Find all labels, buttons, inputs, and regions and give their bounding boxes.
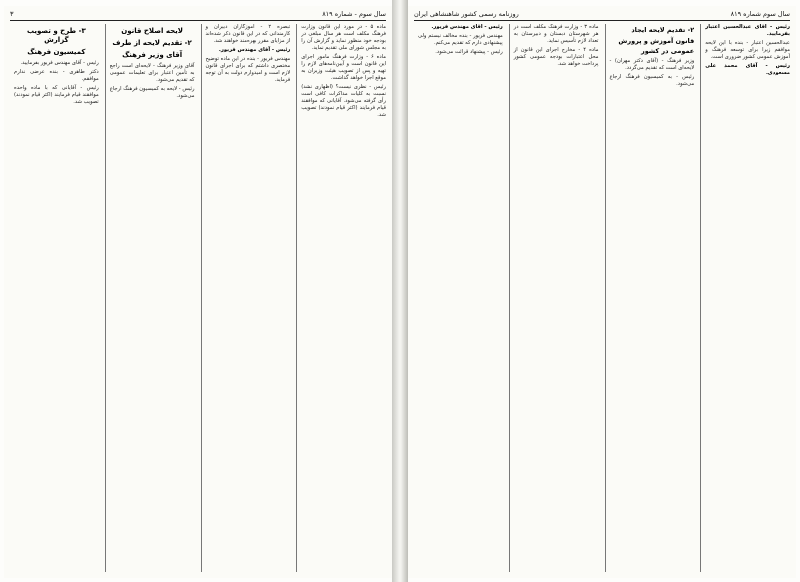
left-columns: [10, 24, 386, 572]
right-col3-para-2: ماده ۴ - مخارج اجرای این قانون از محل اعتبارات بودجه عمومی کشور پرداخت خواهد شد.: [513, 47, 599, 67]
left-col1-para-1: ماده ۵ - در مورد این قانون وزارت فرهنگ مکلف است هر سال مبلغی در بودجه خود منظور نماید و گزارش آن را به مجلس شورای ملی تقدیم نماید.: [301, 24, 386, 51]
right-col2-heading-3: عمومی در کشور: [640, 47, 695, 55]
right-col2-para-1: وزیر فرهنگ - (آقای دکتر مهران) - لایحه‌ای است که تقدیم می‌گردد.: [609, 57, 695, 71]
left-col2-para-1: تبصره ۲ - آموزگاران دبیران و کارمندانی که در این قانون ذکر شده‌اند از مزایای مقرر بهره‌مند خواهند شد.: [205, 24, 291, 44]
right-page-header: [414, 8, 790, 21]
book-gutter: [392, 0, 408, 582]
left-page: [4, 6, 392, 578]
left-col2-para-3: مهندس فریور - بنده در این ماده توضیح مختصری داشتم که برای اجرای قانون لازم است و امیدوارم دولت به آن توجه فرماید.: [205, 56, 291, 83]
left-col2-para-2: رئیس - آقای مهندس فریور.: [218, 47, 291, 53]
right-header-journal: روزنامه رسمی کشور شاهنشاهی ایران: [414, 10, 519, 18]
left-col4-para-1: رئیس - آقای مهندس فریور بفرمایید.: [20, 60, 99, 66]
left-col3-para-2: رئیس - لایحه به کمیسیون فرهنگ ارجاع می‌شود.: [109, 86, 195, 99]
left-col1-para-3: رئیس - نظری نیست؟ (اظهاری نشد) نسبت به کلیات مذاکرات کافی است رأی گرفته می‌شود. آقایانی که موافقند قیام فرمایند (اکثر قیام نمودند) تصویب شد.: [301, 84, 386, 118]
right-col1-para-3: رئیس - آقای محمد علی مسعودی.: [705, 63, 790, 76]
left-column-4: [10, 24, 99, 572]
right-columns: [414, 24, 790, 572]
left-col3-para-1: آقای وزیر فرهنگ - لایحه‌ای است راجع به تأمین اعتبار برای تعلیمات عمومی که تقدیم می‌شود.: [109, 63, 195, 83]
left-page-header: [10, 8, 386, 21]
left-header-page: ۳: [10, 10, 14, 18]
right-column-3: [509, 24, 599, 572]
left-col4-para-3: رئیس - آقایانی که با ماده واحده موافقند قیام فرمایند (اکثر قیام نمودند) تصویب شد.: [14, 85, 99, 105]
right-column-2: [605, 24, 695, 572]
right-page: [408, 6, 796, 578]
right-column-4: [414, 24, 503, 572]
left-col3-heading-3: آقای وزیر فرهنگ: [122, 51, 183, 59]
right-col1-para-2: عبدالحسین اعتبار - بنده با این لایحه موافقم زیرا برای توسعه فرهنگ و آموزش عمومی کشور ضروری است.: [705, 40, 790, 60]
left-column-2: [201, 24, 291, 572]
right-col3-para-1: ماده ۳ - وزارت فرهنگ مکلف است در هر شهرستان دبستان و دبیرستان به تعداد لازم تأسیس نماید.: [513, 24, 599, 44]
left-col3-heading-2: ۲- تقدیم لایحه از طرف: [112, 39, 192, 47]
left-col3-heading-1: لایحه اصلاح قانون: [121, 27, 183, 35]
left-col4-heading-1: ۳- طرح و تصویب گزارش: [26, 27, 86, 44]
right-col4-para-2: مهندس فریور - بنده مخالف نیستم ولی پیشنهادی دارم که تقدیم می‌کنم.: [418, 33, 503, 46]
right-col1-para-1: رئیس - آقای عبدالحسین اعتبار بفرمایید.: [705, 24, 790, 37]
right-col2-para-2: رئیس - به کمیسیون فرهنگ ارجاع می‌شود.: [609, 73, 695, 87]
right-col4-para-3: رئیس - پیشنهاد قرائت می‌شود.: [435, 49, 503, 55]
right-col4-para-1: رئیس - آقای مهندس فریور.: [431, 24, 503, 30]
left-col1-para-2: ماده ۶ - وزارت فرهنگ مامور اجرای این قانون است و آیین‌نامه‌های لازم را تهیه و پس از تصویب هیئت وزیران به موقع اجرا خواهد گذاشت.: [301, 54, 386, 81]
right-col2-heading-2: قانون آموزش و پرورش: [618, 36, 695, 45]
left-column-3: [105, 24, 195, 572]
left-column-1: [296, 24, 386, 572]
left-col4-heading-2: کمیسیون فرهنگ: [27, 48, 86, 56]
right-column-1: [700, 24, 790, 572]
right-col2-heading-1: ۲- تقدیم لایحه ایجاد: [631, 26, 695, 34]
left-header-journal: سال سوم - شماره ۸۱۹: [322, 10, 386, 18]
left-col4-para-2: دکتر طاهری - بنده عرضی ندارم موافقم.: [14, 69, 99, 82]
right-header-page: سال سوم شماره ۸۱۹: [730, 10, 790, 18]
